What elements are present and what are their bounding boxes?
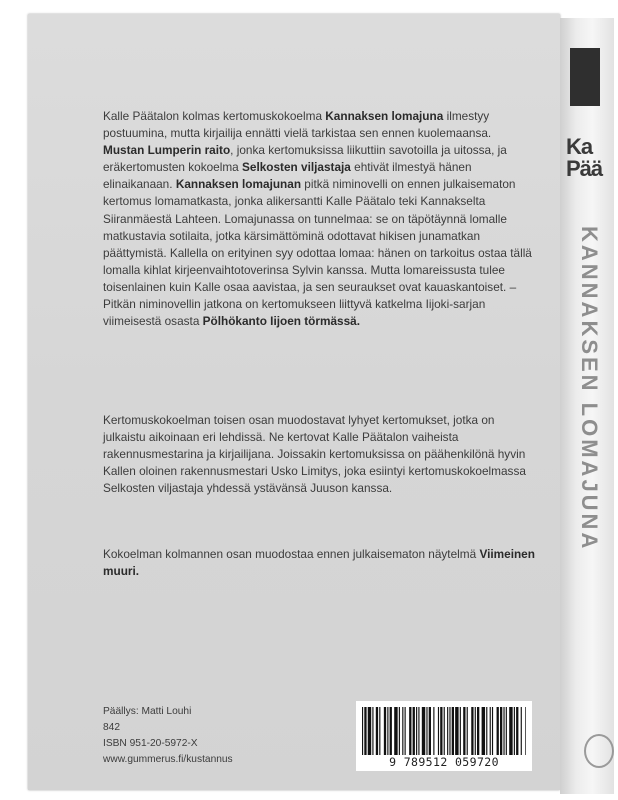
text-run: pitkä niminovelli on ennen julkaisematon kertomus lomamatkasta, jonka alikersantti Kalle Päätalo teki Kannakselta Siiranmäestä Lahteen. Lomajunassa on tunnelmaa: se on täpötäynnä lomalle matkustavia sotilaita, jotka kärsimättöminä odottavat hikisen junamatkan päättymistä. Kallella on erityinen syy odottaa lomaa: hänen on tarkoitus ostaa tällä lomalla kihlat kirjeenvaihtotoverinsa Sylvin kanssa. Mutta lomareissusta tulee toisenlainen kuin Kalle osaa aavistaa, ja sen seuraukset ovat kauaskantoiset. – Pitkän niminovellin jatkona on kertomukseen liittyvä katkelma Iijoki-sarjan viimeisestä osasta bbox=[103, 177, 532, 329]
barcode-bar bbox=[449, 707, 450, 755]
barcode-bar bbox=[497, 707, 499, 755]
barcode-bar bbox=[405, 707, 406, 755]
barcode-bar bbox=[440, 707, 442, 755]
barcode-bar bbox=[471, 707, 473, 755]
blurb-paragraph-1 bbox=[103, 108, 535, 330]
barcode-bar bbox=[503, 707, 504, 755]
barcode-bar bbox=[364, 707, 366, 755]
barcode bbox=[356, 701, 532, 771]
barcode-bar bbox=[362, 707, 363, 755]
barcode-bar bbox=[376, 707, 378, 755]
barcode-bar bbox=[477, 707, 479, 755]
barcode-bar bbox=[482, 707, 485, 755]
book-spine bbox=[560, 18, 614, 794]
text-run: ilmestyy postuumina, mutta kirjailija ennätti vielä tarkistaa sen ennen kuolemaansa. bbox=[103, 109, 492, 141]
spine-title: KANNAKSEN LOMAJUNA bbox=[577, 226, 602, 552]
barcode-bar bbox=[422, 707, 425, 755]
barcode-digits: 9 789512 059720 bbox=[389, 755, 499, 769]
barcode-bar bbox=[368, 707, 371, 755]
barcode-bar bbox=[387, 707, 388, 755]
text-run: ehtivät ilmestyä hänen elinaikanaan. bbox=[103, 160, 472, 192]
bold-title: Kannaksen lomajuna bbox=[325, 109, 444, 123]
barcode-bar bbox=[509, 707, 512, 755]
isbn: ISBN 951-20-5972-X bbox=[103, 738, 198, 749]
barcode-bar bbox=[447, 707, 448, 755]
publisher-url: www.gummerus.fi/kustannus bbox=[103, 754, 233, 765]
barcode-bar bbox=[413, 707, 415, 755]
barcode-bar bbox=[460, 707, 461, 755]
barcode-bar bbox=[426, 707, 427, 755]
class-number: 842 bbox=[103, 722, 120, 733]
publisher-logo-icon bbox=[584, 734, 614, 768]
barcode-bar bbox=[506, 707, 507, 755]
barcode-bar bbox=[384, 707, 386, 755]
bold-title: Viimeinen muuri. bbox=[103, 547, 535, 579]
barcode-bar bbox=[399, 707, 400, 755]
barcode-bar bbox=[418, 707, 419, 755]
cover-credit: Päällys: Matti Louhi bbox=[103, 706, 192, 717]
text-run: Kokoelman kolmannen osan muodostaa ennen julkaisematon näytelmä bbox=[103, 547, 480, 561]
barcode-bar bbox=[416, 707, 417, 755]
barcode-bar bbox=[525, 707, 526, 755]
barcode-bar bbox=[516, 707, 518, 755]
barcode-bar bbox=[514, 707, 515, 755]
spine-author-line2: Pää bbox=[566, 156, 603, 181]
barcode-bar bbox=[438, 707, 439, 755]
barcode-bar bbox=[390, 707, 392, 755]
barcode-bar bbox=[444, 707, 445, 755]
barcode-bar bbox=[402, 707, 403, 755]
bold-title: Selkosten viljastaja bbox=[242, 160, 351, 175]
spine-dark-block bbox=[570, 48, 600, 106]
barcode-bar bbox=[521, 707, 522, 755]
barcode-bar bbox=[490, 707, 491, 755]
barcode-bar bbox=[433, 707, 434, 755]
barcode-bar bbox=[500, 707, 502, 755]
barcode-bar bbox=[372, 707, 373, 755]
text-run: , jonka kertomuksissa liikuttiin savotoilla ja uitossa, ja eräkertomusten kokoelma bbox=[103, 143, 507, 175]
barcode-bar bbox=[429, 707, 431, 755]
spine-author-line1: Ka bbox=[566, 134, 593, 159]
barcode-bar bbox=[475, 707, 476, 755]
barcode-bar bbox=[486, 707, 487, 755]
bold-title: Pölhökanto Iijoen törmässä. bbox=[202, 314, 360, 329]
text-run: Kalle Päätalon kolmas kertomuskokoelma bbox=[103, 109, 326, 123]
barcode-bar bbox=[463, 707, 465, 755]
barcode-bar bbox=[467, 707, 468, 755]
barcode-bar bbox=[379, 707, 380, 755]
blurb-paragraph-3 bbox=[103, 546, 535, 580]
blurb-paragraph-2 bbox=[103, 412, 535, 497]
barcode-bar bbox=[394, 707, 397, 755]
bold-title: Mustan Lumperin raito bbox=[103, 143, 231, 158]
barcode-bar bbox=[452, 707, 454, 755]
imprint-block bbox=[103, 704, 233, 768]
text-run: Kertomuskokoelman toisen osan muodostavat lyhyet kertomukset, jotka on julkaistu aikoinaan eri lehdissä. Ne kertovat Kalle Päätalon vaiheista rakennusmestarina ja kirjailijana. Joissakin kertomuksissa on päähenkilönä hyvin Kallen oloinen rakennusmestari Usko Limitys, joka esiintyi kertomuskokoelmassa Selkosten viljastaja yhdessä ystävänsä Juuson kanssa. bbox=[103, 413, 526, 496]
barcode-bars bbox=[362, 707, 526, 755]
barcode-bar bbox=[492, 707, 493, 755]
barcode-bar bbox=[409, 707, 411, 755]
spine-author bbox=[566, 136, 602, 180]
bold-title: Kannaksen lomajunan bbox=[175, 177, 302, 192]
barcode-bar bbox=[455, 707, 458, 755]
